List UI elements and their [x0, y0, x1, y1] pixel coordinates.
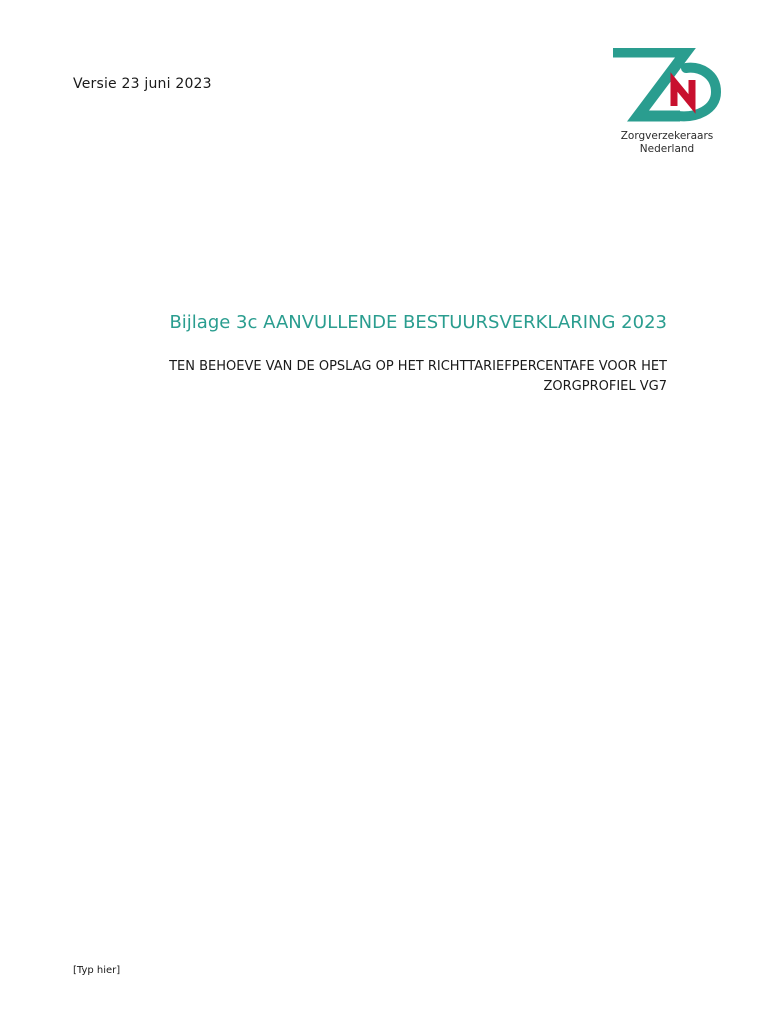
footer-placeholder[interactable]: [Typ hier]	[73, 965, 121, 976]
logo-wordmark	[608, 130, 726, 156]
subtitle-line-1: TEN BEHOEVE VAN DE OPSLAG OP HET RICHTTARIEFPERCENTAFE VOOR HET	[169, 359, 667, 374]
logo-line-2: Nederland	[639, 143, 695, 155]
zn-logo	[608, 48, 726, 160]
version-date: Versie 23 juni 2023	[73, 76, 212, 92]
zn-logo-icon	[608, 48, 726, 130]
document-subtitle	[67, 357, 667, 397]
logo-line-1: Zorgverzekeraars	[620, 130, 714, 142]
document-title: Bijlage 3c AANVULLENDE BESTUURSVERKLARING 2023	[169, 312, 667, 333]
subtitle-line-2: ZORGPROFIEL VG7	[543, 379, 667, 394]
